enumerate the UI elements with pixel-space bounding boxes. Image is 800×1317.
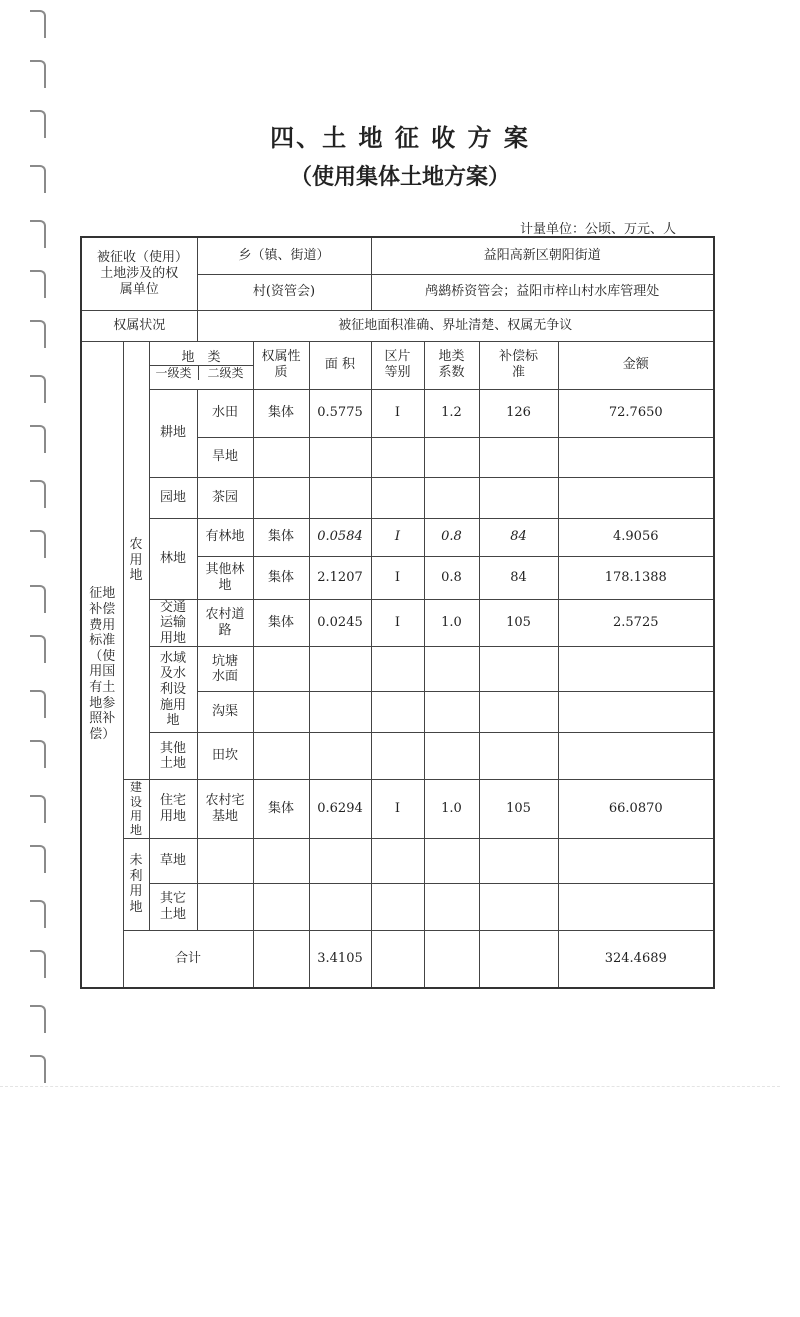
total-amount: 324.4689 <box>558 930 714 988</box>
land-type-title: 地 类 <box>150 350 253 367</box>
coef-cell: 0.8 <box>424 556 479 599</box>
area-cell: 0.0584 <box>309 518 371 556</box>
amount-header: 金额 <box>558 341 714 389</box>
level2-header: 二级类 <box>207 366 244 381</box>
coef-cell: 1.2 <box>424 389 479 437</box>
coef-header: 地类系数 <box>424 341 479 389</box>
nature-cell: 集体 <box>253 780 309 839</box>
level1-header: 一级类 <box>150 366 199 380</box>
group-construction: 建设用地 <box>123 780 149 839</box>
level1-garden: 园地 <box>149 477 197 518</box>
unit-note: 计量单位：公顷、万元、人 <box>520 222 677 237</box>
area-cell: 0.6294 <box>309 780 371 839</box>
nature-cell: 集体 <box>253 556 309 599</box>
level1-grass: 草地 <box>149 838 197 883</box>
page-title: 四、土 地 征 收 方 案 <box>270 124 530 152</box>
scan-edge <box>0 1086 780 1087</box>
area-header: 面 积 <box>309 341 371 389</box>
ownership-nature-header: 权属性质 <box>253 341 309 389</box>
township-value: 益阳高新区朝阳街道 <box>371 237 714 274</box>
level2-cell: 田坎 <box>197 733 253 780</box>
level1-forest: 林地 <box>149 518 197 599</box>
coef-cell: 1.0 <box>424 780 479 839</box>
level2-cell: 茶园 <box>197 477 253 518</box>
level1-residential: 住宅用地 <box>149 780 197 839</box>
comp-std-header: 补偿标准 <box>479 341 558 389</box>
level2-cell: 农村道路 <box>197 599 253 647</box>
table-row <box>81 647 714 692</box>
zone-cell: I <box>371 780 424 839</box>
ownership-value: 被征地面积准确、界址清楚、权属无争议 <box>197 310 714 341</box>
area-cell: 0.0245 <box>309 599 371 647</box>
std-cell: 126 <box>479 389 558 437</box>
level1-other: 其他土地 <box>149 733 197 780</box>
table-row <box>81 477 714 518</box>
zone-cell: I <box>371 518 424 556</box>
level2-cell: 水田 <box>197 389 253 437</box>
amount-cell: 72.7650 <box>558 389 714 437</box>
area-cell: 0.5775 <box>309 389 371 437</box>
nature-cell: 集体 <box>253 389 309 437</box>
amount-cell: 66.0870 <box>558 780 714 839</box>
area-cell: 2.1207 <box>309 556 371 599</box>
table-row <box>81 780 714 839</box>
table-row <box>81 389 714 437</box>
level2-cell: 旱地 <box>197 437 253 477</box>
level2-cell: 农村宅基地 <box>197 780 253 839</box>
coef-cell: 0.8 <box>424 518 479 556</box>
total-area: 3.4105 <box>309 930 371 988</box>
page-subtitle: （使用集体土地方案） <box>289 165 510 190</box>
zone-cell: I <box>371 556 424 599</box>
village-label: 村(资管会) <box>197 274 371 310</box>
table-row <box>81 838 714 883</box>
nature-cell: 集体 <box>253 599 309 647</box>
amount-cell: 2.5725 <box>558 599 714 647</box>
zone-header: 区片等别 <box>371 341 424 389</box>
level1-other-land: 其它土地 <box>149 883 197 930</box>
table-row <box>81 518 714 556</box>
township-label: 乡（镇、街道） <box>197 237 371 274</box>
level1-water: 水域及水利设施用地 <box>149 647 197 733</box>
table-row <box>81 599 714 647</box>
land-expropriation-table <box>80 236 715 989</box>
ownership-label: 权属状况 <box>81 310 197 341</box>
land-type-header <box>149 341 253 389</box>
zone-cell: I <box>371 599 424 647</box>
amount-cell: 178.1388 <box>558 556 714 599</box>
owner-label: 被征收（使用）土地涉及的权属单位 <box>81 237 197 310</box>
table-row <box>81 883 714 930</box>
level2-cell: 坑塘水面 <box>197 647 253 692</box>
group-unused: 未利用地 <box>123 838 149 930</box>
village-value: 鸬鹚桥资管会；益阳市梓山村水库管理处 <box>371 274 714 310</box>
std-cell: 105 <box>479 599 558 647</box>
zone-cell: I <box>371 389 424 437</box>
nature-cell: 集体 <box>253 518 309 556</box>
amount-cell: 4.9056 <box>558 518 714 556</box>
level1-transport: 交通运输用地 <box>149 599 197 647</box>
level2-cell: 其他林地 <box>197 556 253 599</box>
std-cell: 105 <box>479 780 558 839</box>
level2-cell: 沟渠 <box>197 692 253 733</box>
level2-cell: 有林地 <box>197 518 253 556</box>
total-row <box>81 930 714 988</box>
standard-label: 征地补偿费用标准（使用国有土地参照补偿） <box>81 341 123 988</box>
std-cell: 84 <box>479 518 558 556</box>
group-agri: 农用地 <box>123 341 149 780</box>
coef-cell: 1.0 <box>424 599 479 647</box>
std-cell: 84 <box>479 556 558 599</box>
table-row <box>81 733 714 780</box>
level1-arable: 耕地 <box>149 389 197 477</box>
total-label: 合计 <box>123 930 253 988</box>
